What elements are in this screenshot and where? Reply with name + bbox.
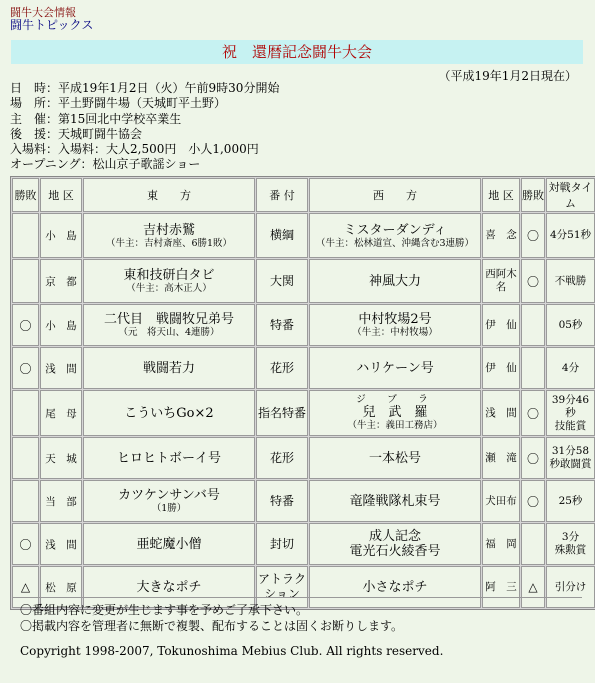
west-name: 中村牧場2号	[358, 312, 432, 327]
rank-cell	[256, 390, 308, 436]
west-name: ミスターダンディ	[343, 222, 447, 238]
table-header-row	[12, 178, 595, 212]
header-east: 東 方	[83, 178, 255, 212]
west-cell	[309, 480, 481, 522]
rank: 特番	[269, 493, 294, 508]
east-result-cell	[12, 213, 39, 258]
west-area: 西阿木名	[485, 268, 517, 293]
info-datetime: 日 時：平成19年1月2日（火）午前9時30分開始	[10, 81, 280, 95]
time-cell	[546, 566, 595, 608]
east-result-cell	[12, 523, 39, 565]
bout-time: 25秒	[558, 494, 583, 507]
info-organizer: 主 催：第15回北中学校卒業生	[10, 111, 182, 126]
west-result: 〇	[526, 494, 539, 509]
header-west-result: 勝敗	[521, 178, 545, 212]
info-venue: 場 所：平土野闘牛場（天城町平土野）	[10, 96, 227, 111]
notes	[20, 602, 403, 634]
west-area: 喜 念	[485, 229, 517, 241]
west-area-cell	[482, 480, 520, 522]
east-owner: （1勝）	[151, 503, 187, 514]
east-area: 天 城	[45, 452, 77, 465]
rank-cell	[256, 304, 308, 346]
west-owner: （牛主：中村牧場）	[352, 327, 438, 338]
breadcrumb-current-link[interactable]: 闘牛トピックス	[10, 18, 94, 32]
west-cell	[309, 213, 481, 258]
time-cell	[546, 259, 595, 303]
rank-cell	[256, 347, 308, 389]
west-name: 小さなポチ	[362, 579, 428, 595]
west-result-cell	[521, 304, 545, 346]
rank-cell	[256, 259, 308, 303]
west-name: ハリケーン号	[356, 360, 434, 376]
east-result-cell	[12, 437, 39, 479]
east-area: 京 都	[45, 275, 77, 288]
west-area: 伊 仙	[485, 361, 517, 374]
west-result-cell	[521, 390, 545, 436]
east-area-cell	[40, 390, 82, 436]
table-row	[12, 347, 595, 389]
west-result-cell	[521, 566, 545, 608]
east-area-cell	[40, 523, 82, 565]
west-cell	[309, 437, 481, 479]
east-cell	[83, 304, 255, 346]
west-owner: （牛主：松林道宣、沖縄含む3連勝）	[315, 237, 475, 249]
east-area: 浅 間	[45, 538, 77, 551]
time-cell	[546, 523, 595, 565]
east-area-cell	[40, 259, 82, 303]
west-result-cell	[521, 347, 545, 389]
east-owner: （牛主：吉村斎座、6勝1敗）	[105, 237, 233, 249]
west-result-cell	[521, 523, 545, 565]
east-owner: （元 将天山、4連勝）	[118, 327, 220, 338]
bout-time: 3分 殊勲賞	[554, 531, 587, 556]
east-cell	[83, 523, 255, 565]
east-area: 当 部	[45, 495, 77, 508]
header-rank: 番 付	[256, 178, 308, 212]
time-cell	[546, 437, 595, 479]
copyright: Copyright 1998-2007, Tokunoshima Mebius Club. All rights reserved.	[20, 644, 444, 658]
breadcrumb-parent-link[interactable]: 闘牛大会情報	[10, 6, 76, 19]
east-area: 小 島	[45, 230, 77, 242]
west-result-cell	[521, 480, 545, 522]
divider	[12, 597, 582, 598]
bout-table-body	[12, 213, 595, 608]
header-time: 対戦タイム	[546, 178, 595, 212]
east-result-cell	[12, 390, 39, 436]
rank-cell	[256, 213, 308, 258]
bout-time: 不戦勝	[554, 274, 587, 287]
table-row	[12, 480, 595, 522]
east-name: こういちGo×2	[124, 405, 214, 421]
east-result-cell	[12, 304, 39, 346]
rank: 花形	[269, 360, 294, 375]
bout-time: 引分け	[554, 580, 587, 593]
info-opening: オープニング：松山京子歌謡ショー	[10, 157, 201, 172]
east-result: △	[20, 580, 31, 594]
west-cell	[309, 259, 481, 303]
rank: 特番	[269, 317, 294, 332]
west-area: 犬田布	[485, 494, 517, 507]
east-cell	[83, 480, 255, 522]
west-name: 成人記念 電光石火綾香号	[349, 529, 441, 559]
time-cell	[546, 480, 595, 522]
bout-time: 4分51秒	[549, 229, 592, 241]
time-cell	[546, 213, 595, 258]
time-cell	[546, 304, 595, 346]
east-cell	[83, 347, 255, 389]
bout-time: 31分58 秒敢闘賞	[549, 445, 592, 470]
time-cell	[546, 347, 595, 389]
west-cell	[309, 304, 481, 346]
rank: アトラク ション	[257, 572, 306, 601]
east-cell	[83, 390, 255, 436]
bout-time: 4分	[561, 361, 580, 374]
east-name: 戦闘若力	[142, 360, 195, 376]
rank-cell	[256, 480, 308, 522]
east-name: ヒロヒトボーイ号	[116, 450, 221, 466]
east-name: 大きなポチ	[136, 579, 202, 595]
east-name: 吉村赤鷲	[142, 222, 195, 238]
bout-table	[10, 176, 595, 610]
east-result: 〇	[19, 537, 32, 552]
header-east-result: 勝敗	[12, 178, 39, 212]
west-cell	[309, 523, 481, 565]
header-west: 西 方	[309, 178, 481, 212]
west-area-cell	[482, 304, 520, 346]
rank-cell	[256, 437, 308, 479]
rank: 花形	[269, 450, 294, 465]
info-sponsor: 後 援：天城町闘牛協会	[10, 126, 143, 141]
east-cell	[83, 213, 255, 258]
east-area: 松 原	[45, 581, 77, 594]
page-title: 祝 還暦記念闘牛大会	[11, 40, 583, 64]
east-area-cell	[40, 213, 82, 258]
east-result-cell	[12, 347, 39, 389]
west-result: 〇	[526, 406, 539, 421]
west-ruby: ジ ブ ラ	[356, 394, 434, 405]
east-area-cell	[40, 347, 82, 389]
east-result: 〇	[19, 361, 32, 376]
east-name: 二代目 戦闘牧兄弟号	[103, 312, 234, 327]
rank: 封切	[269, 536, 294, 551]
west-owner: （牛主：義田工務店）	[347, 420, 443, 431]
bout-time: 39分46秒 技能賞	[551, 393, 590, 432]
west-result-cell	[521, 437, 545, 479]
table-row	[12, 259, 595, 303]
rank: 横綱	[269, 228, 294, 242]
east-name: 亜蛇魔小僧	[136, 536, 202, 552]
west-name: 兒 武 羅	[362, 405, 428, 420]
west-name: 一本松号	[368, 450, 421, 466]
note-item: 〇番組内容に変更が生じます事を予めご了承下さい。	[20, 603, 309, 617]
west-area-cell	[482, 347, 520, 389]
west-name: 竜隆戦隊札束号	[349, 493, 441, 509]
west-area-cell	[482, 213, 520, 258]
west-result-cell	[521, 213, 545, 258]
east-area-cell	[40, 437, 82, 479]
west-area-cell	[482, 566, 520, 608]
header-east-area: 地 区	[40, 178, 82, 212]
west-area-cell	[482, 523, 520, 565]
rank-cell	[256, 523, 308, 565]
table-row	[12, 304, 595, 346]
east-name: 東和技研白タビ	[123, 268, 215, 283]
west-name: 神風大力	[368, 273, 421, 289]
table-row	[12, 523, 595, 565]
west-area: 阿 三	[485, 580, 517, 593]
west-area-cell	[482, 390, 520, 436]
east-area: 小 島	[45, 319, 77, 332]
west-area: 福 岡	[485, 537, 517, 550]
east-result: 〇	[19, 318, 32, 333]
west-result: 〇	[526, 451, 539, 466]
west-area: 伊 仙	[485, 318, 517, 331]
table-row	[12, 390, 595, 436]
east-result-cell	[12, 480, 39, 522]
event-info	[10, 81, 279, 173]
west-area: 浅 間	[485, 406, 517, 419]
east-cell	[83, 259, 255, 303]
note-item: 〇掲載内容を管理者に無断で複製、配布することは固くお断りします。	[20, 619, 404, 633]
east-name: カツケンサンバ号	[118, 488, 220, 503]
west-result-cell	[521, 259, 545, 303]
east-cell	[83, 437, 255, 479]
east-area-cell	[40, 304, 82, 346]
west-result: 〇	[526, 274, 539, 289]
rank: 指名特番	[257, 405, 306, 420]
east-area-cell	[40, 480, 82, 522]
info-admission: 入場料：入場料：大人2,500円 小人1,000円	[10, 142, 259, 157]
rank: 大関	[269, 273, 294, 288]
table-row	[12, 213, 595, 258]
west-area-cell	[482, 259, 520, 303]
breadcrumb	[10, 6, 93, 32]
east-owner: （牛主：高木正人）	[126, 283, 212, 294]
header-west-area: 地 区	[482, 178, 520, 212]
bout-time: 05秒	[558, 318, 583, 331]
west-cell	[309, 347, 481, 389]
west-area: 瀬 滝	[485, 451, 517, 464]
east-result-cell	[12, 259, 39, 303]
west-result: 〇	[526, 229, 539, 243]
time-cell	[546, 390, 595, 436]
west-area-cell	[482, 437, 520, 479]
table-row	[12, 437, 595, 479]
west-cell	[309, 390, 481, 436]
east-area: 浅 間	[45, 362, 77, 375]
west-result: △	[528, 580, 538, 594]
status-date: （平成19年1月2日現在）	[438, 69, 577, 83]
east-area: 尾 母	[45, 407, 77, 420]
